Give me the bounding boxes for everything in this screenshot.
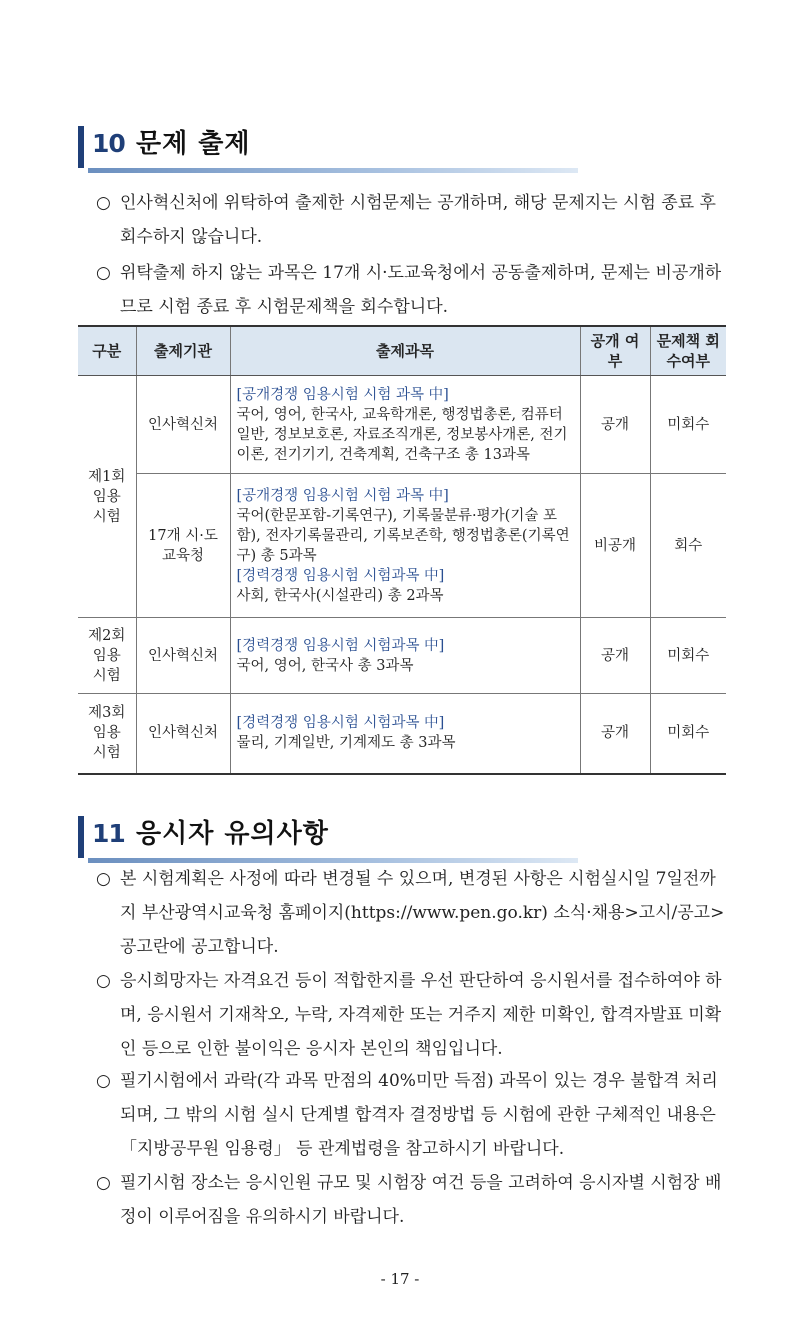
section-title: 응시자 유의사항 (136, 819, 329, 849)
open-cell: 공개 (580, 376, 650, 474)
subjects-heading: [공개경쟁 임용시험 시험 과목 中] (236, 386, 449, 403)
paragraph-text: 필기시험 장소는 응시인원 규모 및 시험장 여건 등을 고려하여 응시자별 시험장 배정이 이루어짐을 유의하시기 바랍니다. (120, 1173, 722, 1227)
header-subjects: 출제과목 (230, 326, 580, 376)
table-row (78, 618, 726, 694)
section-number: 11 (92, 819, 125, 848)
page-number: - 17 - (380, 1270, 420, 1288)
header-open: 공개 여부 (580, 326, 650, 376)
subjects-heading: [공개경쟁 임용시험 시험 과목 中] (236, 487, 449, 504)
section-11-paragraph-3 (96, 1064, 732, 1166)
section-10-header (78, 124, 578, 176)
header-category: 구분 (78, 326, 136, 376)
org-cell: 17개 시·도교육청 (136, 474, 230, 618)
table-row (78, 474, 726, 618)
section-11-header (78, 814, 578, 866)
section-bar (78, 126, 84, 168)
collect-cell: 미회수 (650, 376, 726, 474)
open-cell: 비공개 (580, 474, 650, 618)
section-11-paragraph-1 (96, 862, 732, 964)
org-cell: 인사혁신처 (136, 618, 230, 694)
section-bar (78, 816, 84, 858)
exam-round: 제2회 임용 시험 (78, 618, 136, 694)
collect-cell: 미회수 (650, 618, 726, 694)
table-row (78, 376, 726, 474)
bullet-circle-icon: ○ (96, 869, 111, 889)
exam-round: 제3회 임용 시험 (78, 694, 136, 774)
section-11-paragraph-2 (96, 964, 732, 1066)
subjects-cell (230, 474, 580, 618)
paragraph-text: 응시희망자는 자격요건 등이 적합한지를 우선 판단하여 응시원서를 접수하여야 하며, 응시원서 기재착오, 누락, 자격제한 또는 거주지 제한 미확인, 합격자발표 미확인 등으로 인한 불이익은 응시자 본인의 책임입니다. (120, 971, 722, 1059)
org-cell: 인사혁신처 (136, 376, 230, 474)
subjects-heading: [경력경쟁 임용시험 시험과목 中] (236, 567, 445, 584)
open-cell: 공개 (580, 694, 650, 774)
paragraph-text: 위탁출제 하지 않는 과목은 17개 시·도교육청에서 공동출제하며, 문제는 비공개하므로 시험 종료 후 시험문제책을 회수합니다. (120, 263, 722, 317)
bullet-circle-icon: ○ (96, 263, 111, 283)
subjects-heading: [경력경쟁 임용시험 시험과목 中] (236, 715, 445, 732)
paragraph-text: 필기시험에서 과락(각 과목 만점의 40%미만 득점) 과목이 있는 경우 불합격 처리되며, 그 밖의 시험 실시 단계별 합격자 결정방법 등 시험에 관한 구체적인 내용은 「지방공무원 임용령」 등 관계법령을 참고하시기 바랍니다. (120, 1071, 718, 1159)
subjects-cell (230, 618, 580, 694)
section-number: 10 (92, 129, 125, 158)
subjects-list: 국어, 영어, 한국사 총 3과목 (236, 657, 414, 674)
org-cell: 인사혁신처 (136, 694, 230, 774)
bullet-circle-icon: ○ (96, 971, 111, 991)
subjects-list: 국어(한문포함-기록연구), 기록물분류·평가(기술 포함), 전자기록물관리, 기록보존학, 행정법총론(기록연구) 총 5과목 (236, 507, 570, 564)
table-row (78, 694, 726, 774)
subjects-list: 국어, 영어, 한국사, 교육학개론, 행정법총론, 컴퓨터일반, 정보보호론, 자료조직개론, 정보봉사개론, 전기이론, 전기기기, 건축계획, 건축구조 총 13과목 (236, 406, 568, 463)
bullet-circle-icon: ○ (96, 1173, 111, 1193)
paragraph-text: 인사혁신처에 위탁하여 출제한 시험문제는 공개하며, 해당 문제지는 시험 종료 후 회수하지 않습니다. (120, 193, 716, 247)
section-rule (88, 168, 578, 173)
section-10-paragraph-2 (96, 256, 732, 324)
subjects-cell (230, 694, 580, 774)
subjects-cell (230, 376, 580, 474)
bullet-circle-icon: ○ (96, 193, 111, 213)
section-11-paragraph-4 (96, 1166, 732, 1234)
header-collect: 문제책 회수여부 (650, 326, 726, 376)
exam-subject-table (78, 325, 726, 775)
subjects-heading: [경력경쟁 임용시험 시험과목 中] (236, 637, 445, 654)
table-header-row (78, 326, 726, 376)
open-cell: 공개 (580, 618, 650, 694)
collect-cell: 미회수 (650, 694, 726, 774)
section-title: 문제 출제 (136, 129, 251, 159)
subjects-list: 사회, 한국사(시설관리) 총 2과목 (236, 587, 444, 604)
subjects-list: 물리, 기계일반, 기계제도 총 3과목 (236, 735, 456, 752)
exam-round: 제1회 임용 시험 (78, 376, 136, 618)
header-org: 출제기관 (136, 326, 230, 376)
paragraph-text: 본 시험계획은 사정에 따라 변경될 수 있으며, 변경된 사항은 시험실시일 7일전까지 부산광역시교육청 홈페이지(https://www.pen.go.kr) 소식·채용>고시/공고>공고란에 공고합니다. (120, 869, 725, 957)
collect-cell: 회수 (650, 474, 726, 618)
bullet-circle-icon: ○ (96, 1071, 111, 1091)
section-10-paragraph-1 (96, 186, 732, 254)
